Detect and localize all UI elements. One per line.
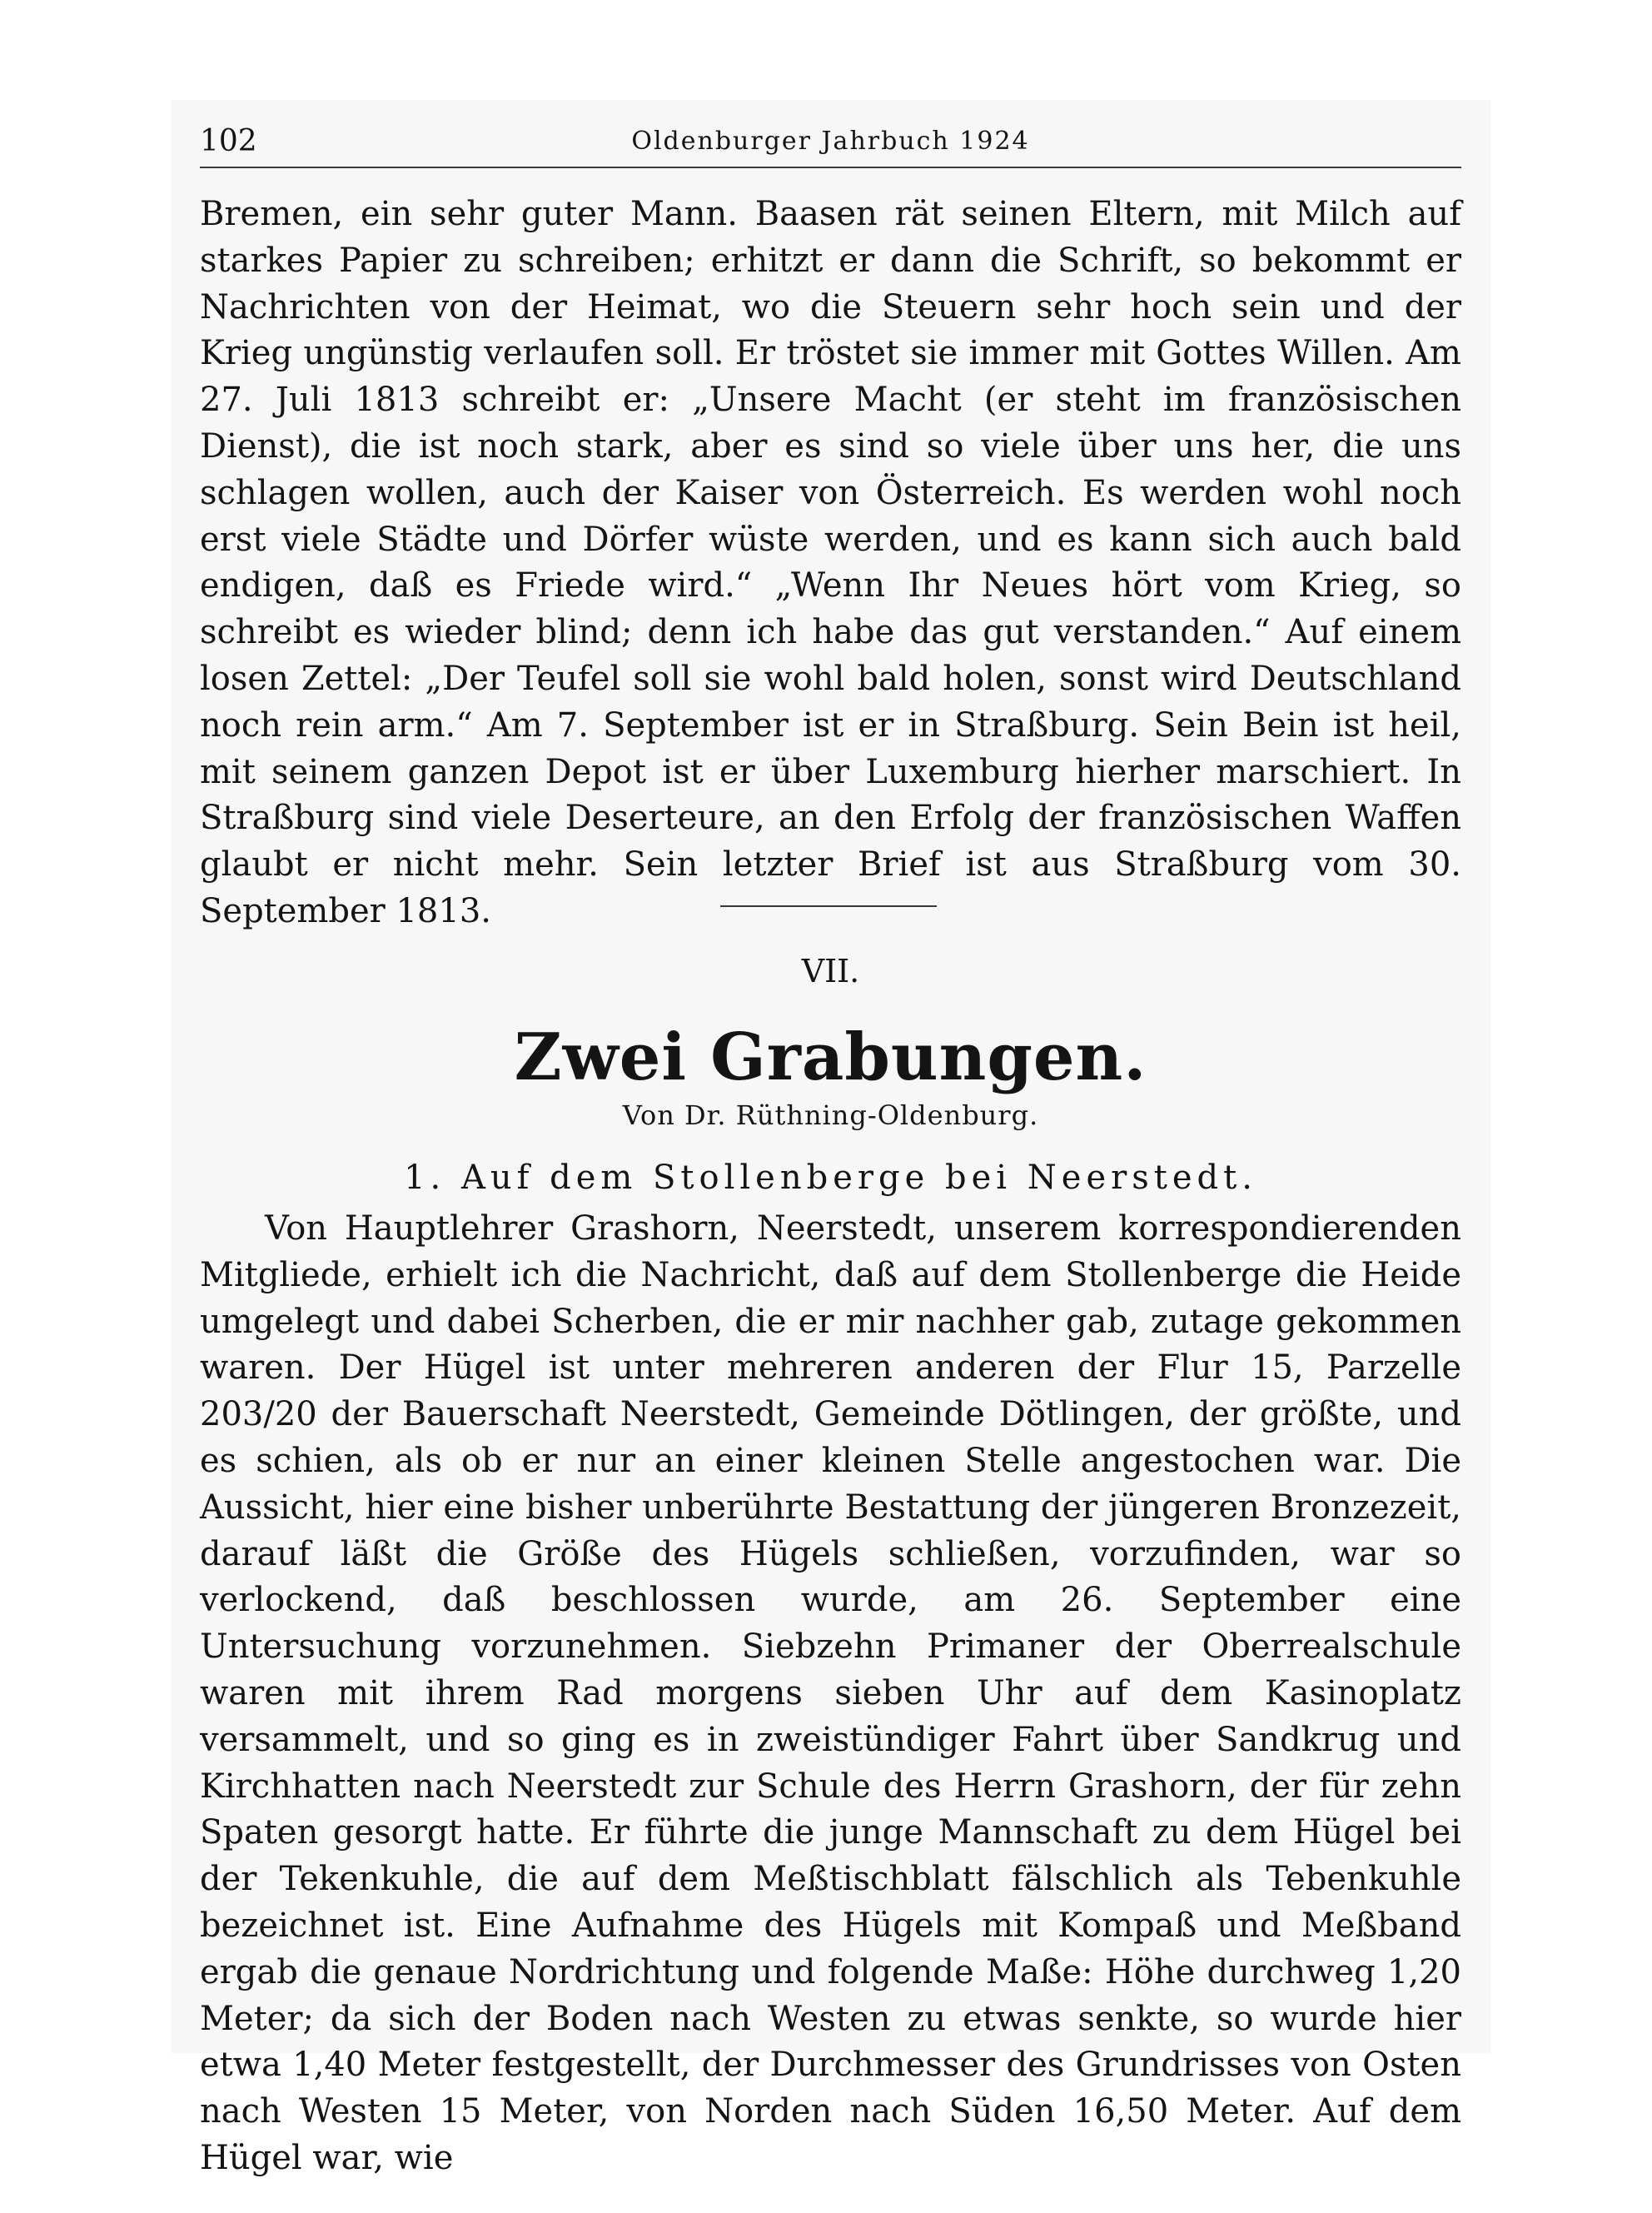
page-number: 102	[200, 124, 257, 158]
section-title: Zwei Grabungen.	[514, 1019, 1147, 1095]
continued-text-block	[200, 192, 1461, 935]
running-header	[200, 123, 1461, 168]
section-number: VII.	[801, 953, 860, 989]
section-separator	[720, 905, 937, 907]
continued-paragraph: Bremen, ein sehr guter Mann. Baasen rät seinen Eltern, mit Milch auf starkes Papier zu schreiben; erhitzt er dann die Schrift, so bekommt er Nachrichten von der Heimat, wo die Steuern sehr hoch sein und der Krieg ungünstig verlaufen soll. Er tröstet sie immer mit Gottes Willen. Am 27. Juli 1813 schreibt er: „Unsere Macht (er steht im französischen Dienst), die ist noch stark, aber es sind so viele über uns her, die uns schlagen wollen, auch der Kaiser von Österreich. Es werden wohl noch erst viele Städte und Dörfer wüste werden, und es kann sich auch bald endigen, daß es Friede wird.“ „Wenn Ihr Neues hört vom Krieg, so schreibt es wieder blind; denn ich habe das gut verstanden.“ Auf einem losen Zettel: „Der Teufel soll sie wohl bald holen, sonst wird Deutschland noch rein arm.“ Am 7. September ist er in Straßburg. Sein Bein ist heil, mit seinem ganzen Depot ist er über Luxemburg hierher marschiert. In Straßburg sind viele Deserteure, an den Erfolg der französischen Waffen glaubt er nicht mehr. Sein letzter Brief ist aus Straßburg vom 30. September 1813.	[200, 195, 1461, 930]
running-title: Oldenburger Jahrbuch 1924	[631, 127, 1030, 156]
section-paragraph: Von Hauptlehrer Grashorn, Neerstedt, unserem korrespondierenden Mitgliede, erhielt ich die Nachricht, daß auf dem Stollenberge die Heide umgelegt und dabei Scherben, die er mir nachher gab, zutage gekommen waren. Der Hügel ist unter mehreren anderen der Flur 15, Parzelle 203/20 der Bauerschaft Neerstedt, Gemeinde Dötlingen, der größte, und es schien, als ob er nur an einer kleinen Stelle angestochen war. Die Aussicht, hier eine bisher unberührte Bestattung der jüngeren Bronzezeit, darauf läßt die Größe des Hügels schließen, vorzufinden, war so verlockend, daß beschlossen wurde, am 26. September eine Untersuchung vorzunehmen. Siebzehn Primaner der Oberrealschule waren mit ihrem Rad morgens sieben Uhr auf dem Kasinoplatz versammelt, und so ging es in zweistündiger Fahrt über Sandkrug und Kirchhatten nach Neerstedt zur Schule des Herrn Grashorn, der für zehn Spaten gesorgt hatte. Er führte die junge Mannschaft zu dem Hügel bei der Tekenkuhle, die auf dem Meßtischblatt fälschlich als Tebenkuhle bezeichnet ist. Eine Aufnahme des Hügels mit Kompaß und Meßband ergab die genaue Nordrichtung und folgende Maße: Höhe durchweg 1,20 Meter; da sich der Boden nach Westen zu etwas senkte, so wurde hier etwa 1,40 Meter festgestellt, der Durchmesser des Grundrisses von Osten nach Westen 15 Meter, von Norden nach Süden 16,50 Meter. Auf dem Hügel war, wie	[200, 1209, 1461, 2177]
section-text-block	[200, 1206, 1461, 2182]
author-line: Von Dr. Rüthning-Oldenburg.	[622, 1099, 1039, 1131]
subsection-title: 1. Auf dem Stollenberge bei Neerstedt.	[404, 1159, 1257, 1197]
